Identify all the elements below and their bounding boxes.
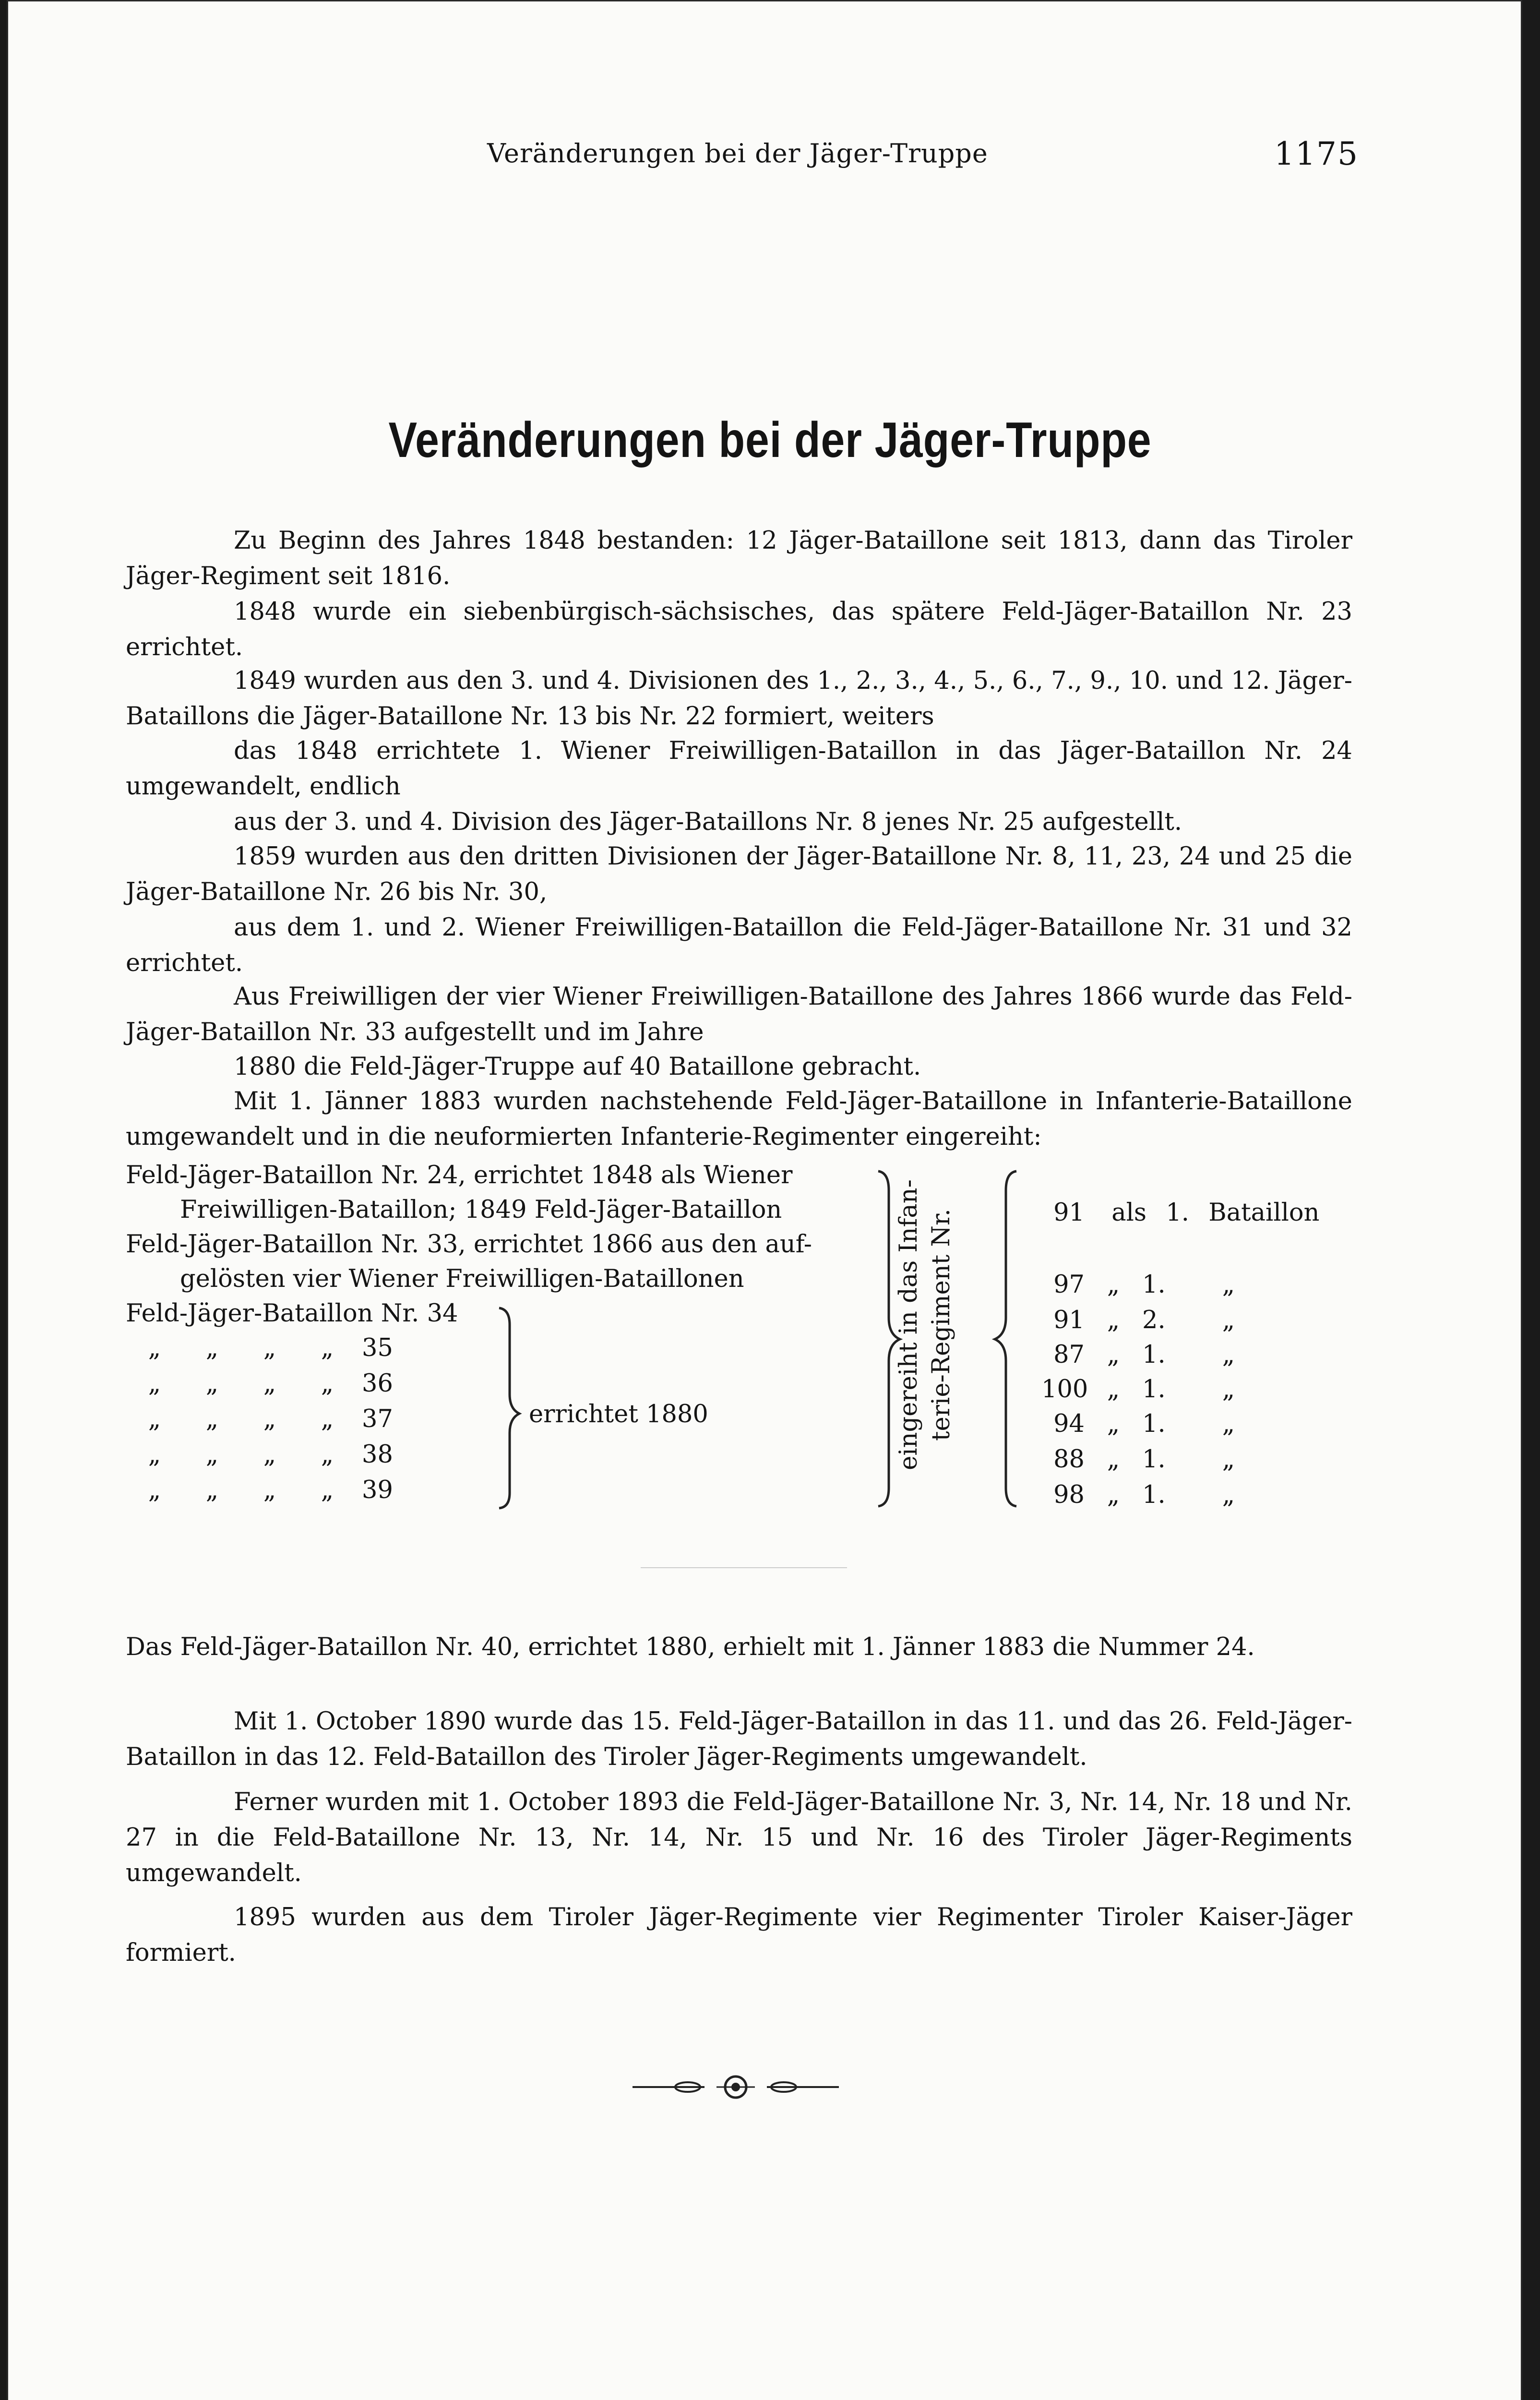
paragraph: 1880 die Feld-Jäger-Truppe auf 40 Bataillone gebracht. — [234, 1053, 921, 1081]
regiment-row: 91 als 1. Bataillon — [1053, 1199, 1320, 1227]
ditto-row: „ „ „ „ 39 — [148, 1476, 393, 1504]
group-label: errichtet 1880 — [529, 1400, 708, 1428]
running-title: Veränderungen bei der Jäger-Truppe — [487, 138, 988, 168]
ornament — [633, 2073, 839, 2101]
paragraph: 1849 wurden aus den 3. und 4. Divisionen des 1., 2., 3., 4., 5., 6., 7., 9., 10. und 12. Jäger-Bataillons die Jäger-Bataillone Nr. 13 bis Nr. 22 formiert, weiters — [126, 667, 1352, 731]
table-row-text: Freiwilligen-Bataillon; 1849 Feld-Jäger-Bataillon — [180, 1196, 782, 1224]
regiment-row: 100 „ 1. „ — [1041, 1375, 1235, 1404]
paragraph: 1895 wurden aus dem Tiroler Jäger-Regimente vier Regimenter Tiroler Kaiser-Jäger formiert. — [126, 1903, 1352, 1967]
paragraph: aus der 3. und 4. Division des Jäger-Bataillons Nr. 8 jenes Nr. 25 aufgestellt. — [234, 808, 1182, 836]
table-row-text: Feld-Jäger-Bataillon Nr. 24, errichtet 1848 als Wiener — [126, 1161, 793, 1189]
table-row-text: Feld-Jäger-Bataillon Nr. 33, errichtet 1866 aus den auf- — [126, 1230, 812, 1259]
page-title: Veränderungen bei der Jäger-Truppe — [388, 412, 1152, 468]
regiment-row: 97 „ 1. „ — [1053, 1271, 1235, 1299]
paragraph: 1848 wurde ein siebenbürgisch-sächsisches, das spätere Feld-Jäger-Bataillon Nr. 23 errichtet. — [126, 598, 1352, 661]
paragraph: Zu Beginn des Jahres 1848 bestanden: 12 Jäger-Bataillone seit 1813, dann das Tiroler Jäger-Regiment seit 1816. — [126, 527, 1352, 590]
paragraph: aus dem 1. und 2. Wiener Freiwilligen-Bataillon die Feld-Jäger-Bataillone Nr. 31 und 32 errichtet. — [126, 913, 1352, 977]
brace-large-right — [995, 1171, 1016, 1506]
page-number: 1175 — [1274, 135, 1359, 172]
regiment-row: 88 „ 1. „ — [1053, 1445, 1235, 1474]
ditto-row: „ „ „ „ 38 — [148, 1440, 393, 1469]
table-row-text: Feld-Jäger-Bataillon Nr. 34 — [126, 1299, 458, 1328]
ditto-row: „ „ „ „ 35 — [148, 1334, 393, 1362]
paragraph: das 1848 errichtete 1. Wiener Freiwilligen-Bataillon in das Jäger-Bataillon Nr. 24 umgewandelt, endlich — [126, 737, 1352, 801]
ditto-row: „ „ „ „ 37 — [148, 1405, 393, 1433]
regiment-row: 87 „ 1. „ — [1053, 1341, 1235, 1369]
regiment-row: 94 „ 1. „ — [1053, 1410, 1235, 1438]
paragraph: 1859 wurden aus den dritten Divisionen der Jäger-Bataillone Nr. 8, 11, 23, 24 und 25 die Jäger-Bataillone Nr. 26 bis Nr. 30, — [126, 842, 1352, 906]
regiment-row: 98 „ 1. „ — [1053, 1481, 1235, 1509]
table-row-text: gelösten vier Wiener Freiwilligen-Bataillonen — [180, 1265, 744, 1293]
paragraph: Mit 1. October 1890 wurde das 15. Feld-Jäger-Bataillon in das 11. und das 26. Feld-Jäger-Bataillon in das 12. Feld-Bataillon des Tiroler Jäger-Regiments umgewandelt. — [126, 1707, 1352, 1771]
ditto-row: „ „ „ „ 36 — [148, 1369, 393, 1398]
paragraph: Ferner wurden mit 1. October 1893 die Feld-Jäger-Bataillone Nr. 3, Nr. 14, Nr. 18 und Nr. 27 in die Feld-Bataillone Nr. 13, Nr. 14, Nr. 15 und Nr. 16 des Tiroler Jäger-Regiments umgewandelt. — [126, 1788, 1352, 1887]
divider — [641, 1567, 847, 1568]
brace-small — [499, 1308, 519, 1508]
paragraph: Mit 1. Jänner 1883 wurden nachstehende Feld-Jäger-Bataillone in Infanterie-Bataillone umgewandelt und in die neuformierten Infanterie-Regimenter eingereiht: — [126, 1087, 1352, 1151]
rotated-label: eingereiht in das Infan- terie-Regiment Nr. — [895, 1179, 955, 1470]
regiment-row: 91 „ 2. „ — [1053, 1306, 1235, 1334]
paragraph: Aus Freiwilligen der vier Wiener Freiwilligen-Bataillone des Jahres 1866 wurde das Feld-Jäger-Bataillon Nr. 33 aufgestellt und im Jahre — [126, 983, 1352, 1046]
paragraph: Das Feld-Jäger-Bataillon Nr. 40, errichtet 1880, erhielt mit 1. Jänner 1883 die Nummer 24. — [126, 1633, 1255, 1661]
